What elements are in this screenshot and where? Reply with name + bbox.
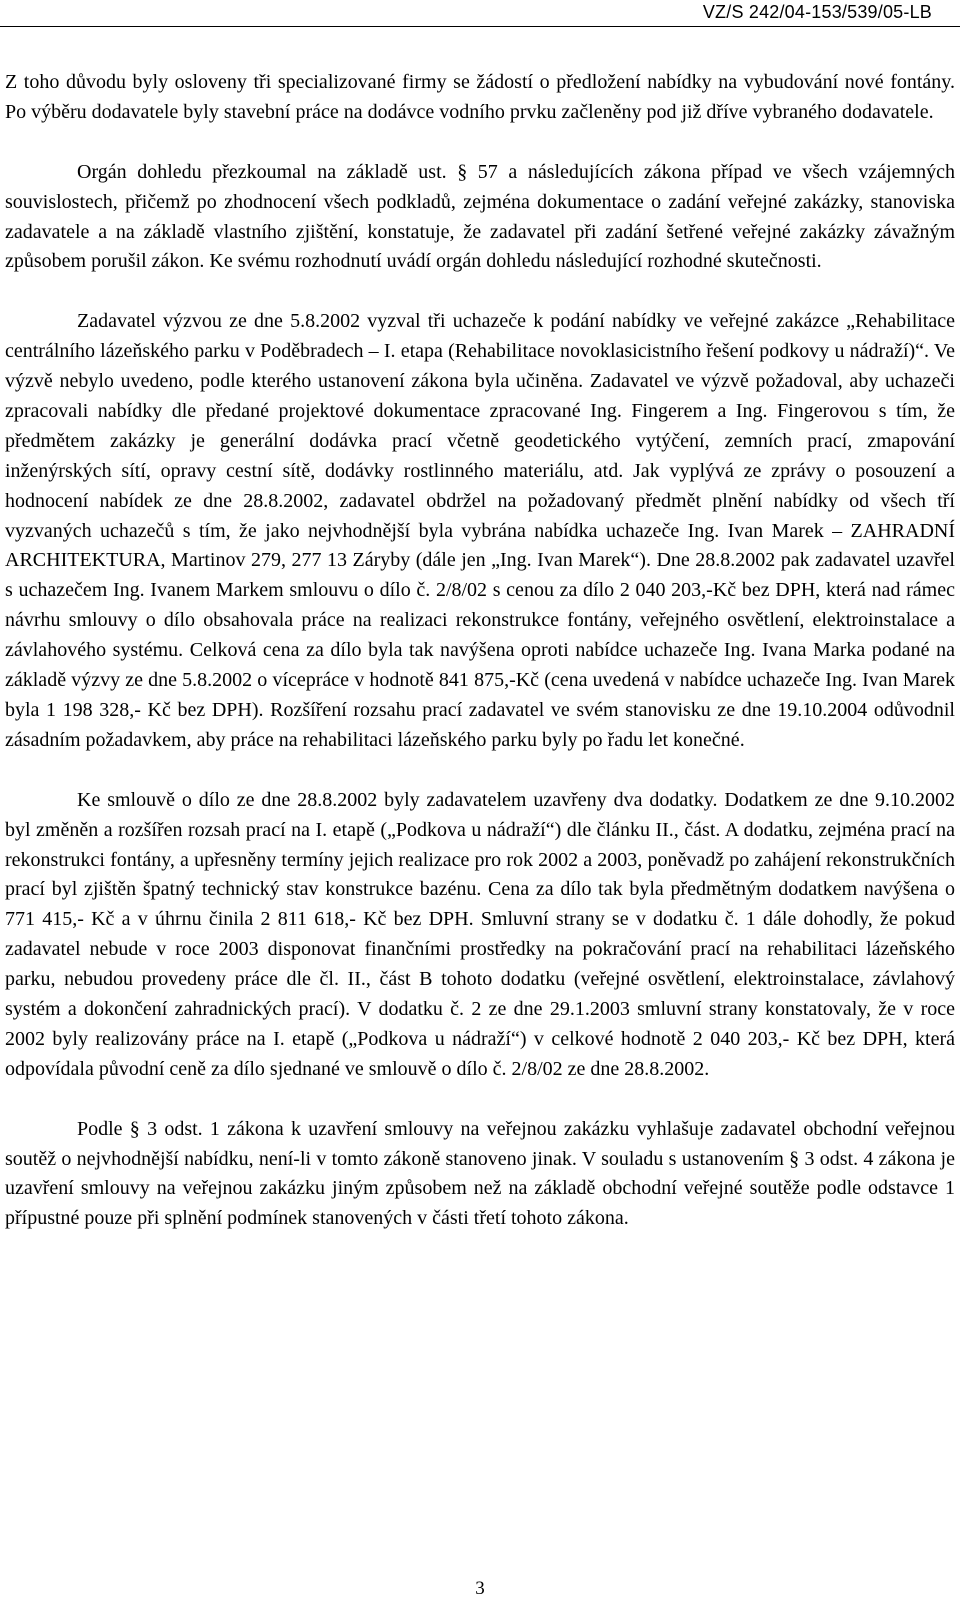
document-reference-number: VZ/S 242/04-153/539/05-LB xyxy=(702,2,932,22)
document-body xyxy=(5,68,955,1264)
page-number: 3 xyxy=(475,1578,485,1599)
header-divider xyxy=(0,26,960,27)
paragraph-2: Orgán dohledu přezkoumal na základě ust. § 57 a následujících zákona případ ve všech vzájemných souvislostech, přičemž po zhodnocení všech podkladů, zejména dokumentace o zadání veřejné zakázky, stanoviska zadavatele a na základě vlastního zjištění, konstatuje, že zadavatel při zadání šetřené veřejné zakázky závažným způsobem porušil zákon. Ke svému rozhodnutí uvádí orgán dohledu následující rozhodné skutečnosti. xyxy=(5,160,955,273)
paragraph-3: Zadavatel výzvou ze dne 5.8.2002 vyzval tři uchazeče k podání nabídky ve veřejné zakázce „Rehabilitace centrálního lázeňského parku v Poděbradech – I. etapa (Rehabilitace novoklasicistního řešení podkovy u nádraží)“. Ve výzvě nebylo uvedeno, podle kterého ustanovení zákona byla učiněna. Zadavatel ve výzvě požadoval, aby uchazeči zpracovali nabídky dle předané projektové dokumentace zpracované Ing. Fingerem a Ing. Fingerovou s tím, že předmětem zakázky je generální dodávka prací včetně geodetického vytýčení, zemních prací, zmapování inženýrských sítí, opravy cestní sítě, dodávky rostlinného materiálu, atd. Jak vyplývá ze zprávy o posouzení a hodnocení nabídek ze dne 28.8.2002, zadavatel obdržel na požadovaný předmět plnění nabídky od všech tří vyzvaných uchazečů s tím, že jako nejvhodnější byla vybrána nabídka uchazeče Ing. Ivan Marek – ZAHRADNÍ ARCHITEKTURA, Martinov 279, 277 13 Záryby (dále jen „Ing. Ivan Marek“). Dne 28.8.2002 pak zadavatel uzavřel s uchazečem Ing. Ivanem Markem smlouvu o dílo č. 2/8/02 s cenou za dílo 2 040 203,-Kč bez DPH, která nad rámec návrhu smlouvy o dílo obsahovala práce na realizaci rekonstrukce fontány, veřejného osvětlení, elektroinstalace a závlahového systému. Celková cena za dílo byla tak navýšena oproti nabídce uchazeče Ing. Ivana Marka podané na základě výzvy ze dne 5.8.2002 o vícepráce v hodnotě 841 875,-Kč (cena uvedená v nabídce uchazeče Ing. Ivan Marek byla 1 198 328,- Kč bez DPH). Rozšíření rozsahu prací zadavatel ve svém stanovisku ze dne 19.10.2004 odůvodnil zásadním požadavkem, aby práce na rehabilitaci lázeňského parku byly po řadu let konečné. xyxy=(5,310,955,751)
paragraph-1: Z toho důvodu byly osloveny tři specializované firmy se žádostí o předložení nabídky na vybudování nové fontány. Po výběru dodavatele byly stavební práce na dodávce vodního prvku začleněny pod již dříve vybraného dodavatele. xyxy=(5,71,955,123)
paragraph-4: Ke smlouvě o dílo ze dne 28.8.2002 byly zadavatelem uzavřeny dva dodatky. Dodatkem ze dne 9.10.2002 byl změněn a rozšířen rozsah prací na I. etapě („Podkova u nádraží“) dle článku II., část. A dodatku, zejména prací na rekonstrukci fontány, a upřesněny termíny jejich realizace pro rok 2002 a 2003, poněvadž po zahájení rekonstrukčních prací byl zjištěn špatný technický stav konstrukce bazénu. Cena za dílo tak byla předmětným dodatkem navýšena o 771 415,- Kč a v úhrnu činila 2 811 618,- Kč bez DPH. Smluvní strany se v dodatku č. 1 dále dohodly, že pokud zadavatel nebude v roce 2003 disponovat finančními prostředky na pokračování prací na rehabilitaci lázeňského parku, nebudou provedeny práce dle čl. II., část B tohoto dodatku (veřejné osvětlení, elektroinstalace, závlahový systém a dokončení zahradnických prací). V dodatku č. 2 ze dne 29.1.2003 smluvní strany konstatovaly, že v roce 2002 byly realizovány práce na I. etapě („Podkova u nádraží“) v celkové hodnotě 2 040 203,- Kč bez DPH, která odpovídala původní ceně za dílo sjednané ve smlouvě o dílo č. 2/8/02 ze dne 28.8.2002. xyxy=(5,788,955,1080)
paragraph-5: Podle § 3 odst. 1 zákona k uzavření smlouvy na veřejnou zakázku vyhlašuje zadavatel obchodní veřejnou soutěž o nejvhodnější nabídku, není-li v tomto zákoně stanoveno jinak. V souladu s ustanovením § 3 odst. 4 zákona je uzavření smlouvy na veřejnou zakázku jiným způsobem než na základě obchodní veřejné soutěže podle odstavce 1 přípustné pouze při splnění podmínek stanovených v části třetí tohoto zákona. xyxy=(5,1117,955,1230)
